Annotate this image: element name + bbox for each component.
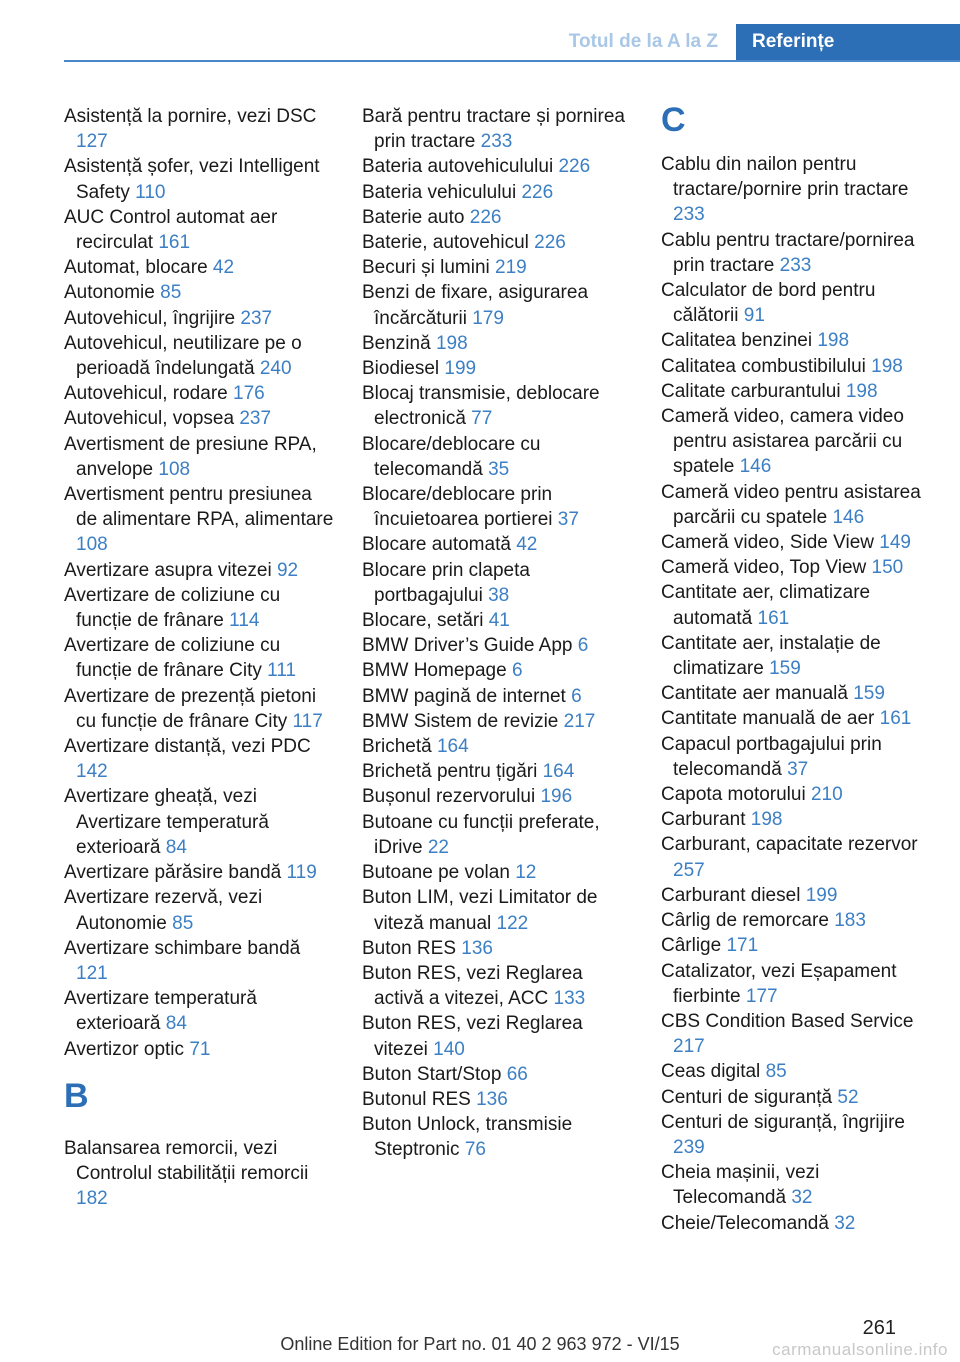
page-reference-link[interactable]: 42: [516, 534, 538, 556]
index-column-1: [64, 104, 336, 1211]
page-reference-link[interactable]: 121: [76, 962, 108, 984]
index-entry-text: Baterie auto: [362, 206, 465, 228]
index-entry-text: Becuri și lumini: [362, 257, 490, 279]
page-reference-link[interactable]: 110: [135, 181, 166, 203]
index-entry: [64, 255, 336, 280]
page-reference-link[interactable]: 233: [673, 204, 705, 226]
page-reference-link[interactable]: 239: [673, 1136, 705, 1158]
page-reference-link[interactable]: 199: [805, 884, 838, 906]
index-entry-text: Avertizare temperatură exterioară: [64, 988, 257, 1035]
index-entry-text: Avertisment de presiune RPA, anvelope: [64, 433, 317, 480]
page-reference-link[interactable]: 159: [769, 658, 801, 680]
index-entry: [64, 558, 336, 583]
index-entry-text: Capota motorului: [661, 784, 806, 806]
index-entry-text: Bateria vehiculului: [362, 181, 517, 203]
index-entry: [362, 331, 634, 356]
index-entry: [661, 1059, 933, 1084]
index-entry-text: Cârlig de remorcare: [661, 910, 829, 932]
page-reference-link[interactable]: 38: [488, 584, 510, 606]
index-entry: [362, 936, 634, 961]
page-reference-link[interactable]: 140: [433, 1038, 465, 1060]
page-reference-link[interactable]: 257: [673, 859, 705, 881]
page-reference-link[interactable]: 41: [488, 610, 510, 632]
index-entry-text: Avertizare distanță, vezi PDC: [64, 736, 311, 758]
page-reference-link[interactable]: 119: [286, 862, 317, 884]
edition-footer: Online Edition for Part no. 01 40 2 963 972 - VI/15: [280, 1334, 680, 1354]
index-entry-text: Cantitate aer, instalație de climatizare: [661, 632, 881, 680]
index-entry-text: Cârlige: [661, 935, 722, 957]
page-reference-link[interactable]: 136: [476, 1088, 508, 1110]
page-reference-link[interactable]: 196: [540, 786, 573, 808]
page-reference-link[interactable]: 117: [292, 710, 323, 732]
index-entry-text: Blocare/deblocare cu telecomandă: [362, 433, 541, 480]
page-reference-link[interactable]: 161: [757, 607, 790, 629]
index-entry: [661, 328, 933, 353]
index-entry: [362, 658, 634, 683]
index-entry-text: Cameră video, Side View: [661, 532, 874, 554]
index-entry: [362, 860, 634, 885]
index-entry: [362, 280, 634, 330]
page-number: 261: [862, 1317, 896, 1339]
index-entry-text: Balansarea remorcii, vezi Controlul stabilității remorcii: [64, 1137, 309, 1184]
index-entry-text: BMW pagină de internet: [362, 685, 566, 707]
page-reference-link[interactable]: 85: [765, 1061, 787, 1083]
index-entry-text: Butoane pe volan: [362, 862, 510, 884]
index-entry: [362, 255, 634, 280]
page-reference-link[interactable]: 171: [726, 935, 759, 957]
page-reference-link[interactable]: 198: [845, 380, 878, 402]
index-entry: [64, 583, 336, 633]
page-reference-link[interactable]: 226: [469, 206, 502, 228]
index-entry-text: Avertizare rezervă, vezi Autonomie: [64, 887, 263, 934]
index-entry: [362, 154, 634, 179]
index-entry: [64, 482, 336, 558]
index-entry: [362, 558, 634, 608]
page-reference-link[interactable]: 77: [471, 408, 493, 430]
index-entry-text: Cheia mașinii, vezi Telecomandă: [661, 1162, 820, 1209]
index-entry-text: BMW Homepage: [362, 660, 507, 682]
index-entry: [661, 959, 933, 1009]
header-divider: [64, 60, 960, 62]
index-entry: [362, 784, 634, 809]
index-entry-text: BMW Sistem de revizie: [362, 710, 559, 732]
index-entry: [661, 1085, 933, 1110]
index-entry: [362, 180, 634, 205]
page-reference-link[interactable]: 161: [158, 232, 191, 254]
index-entry-text: Avertizare asupra vitezei: [64, 559, 272, 581]
page-reference-link[interactable]: 84: [165, 1013, 187, 1035]
index-entry: [661, 404, 933, 480]
index-entry: [661, 732, 933, 782]
page-reference-link[interactable]: 146: [832, 506, 865, 528]
page-reference-link[interactable]: 217: [563, 710, 596, 732]
page-reference-link[interactable]: 183: [834, 910, 866, 932]
page-reference-link[interactable]: 226: [521, 181, 554, 203]
index-entry: [661, 580, 933, 630]
index-entry: [64, 381, 336, 406]
index-entry-text: Brichetă pentru țigări: [362, 761, 538, 783]
page-reference-link[interactable]: 85: [160, 282, 182, 304]
section-letter: B: [64, 1076, 89, 1115]
page-reference-link[interactable]: 35: [488, 458, 510, 480]
index-entry-text: Calculator de bord pentru călătorii: [661, 280, 876, 327]
index-entry: [661, 278, 933, 328]
index-entry: [661, 480, 933, 530]
index-entry: [64, 331, 336, 381]
index-entry: [661, 1009, 933, 1059]
index-entry-text: BMW Driver’s Guide App: [362, 635, 573, 657]
page-reference-link[interactable]: 114: [229, 610, 260, 632]
index-entry-text: Catalizator, vezi Eșapament fierbinte: [661, 960, 897, 1007]
index-entry-text: Autonomie: [64, 282, 155, 304]
index-column-2: [362, 104, 634, 1163]
page-reference-link[interactable]: 37: [787, 758, 809, 780]
index-entry-text: Cameră video, Top View: [661, 557, 867, 579]
index-entry-text: Buton RES, vezi Reglarea vitezei: [362, 1013, 583, 1060]
index-entry: [362, 432, 634, 482]
page-reference-link[interactable]: 84: [165, 836, 187, 858]
index-entry: [362, 961, 634, 1011]
page-reference-link[interactable]: 32: [834, 1212, 856, 1234]
index-entry-text: Buton LIM, vezi Limitator de viteză manual: [362, 887, 598, 934]
page-reference-link[interactable]: 122: [496, 912, 529, 934]
page-reference-link[interactable]: 198: [817, 330, 850, 352]
index-entry: [362, 810, 634, 860]
page-reference-link[interactable]: 226: [534, 232, 566, 254]
index-entry-text: Baterie, autovehicul: [362, 232, 529, 254]
page-reference-link[interactable]: 164: [542, 761, 575, 783]
index-entry-text: Centuri de siguranță, îngrijire: [661, 1111, 905, 1133]
page-reference-link[interactable]: 233: [480, 131, 513, 153]
index-entry-text: Blocare/deblocare prin încuietoarea portierei: [362, 484, 553, 531]
index-entry-text: Buton Unlock, transmisie Steptronic: [362, 1114, 573, 1161]
page-reference-link[interactable]: 108: [158, 458, 191, 480]
page-reference-link[interactable]: 159: [853, 683, 885, 705]
page-reference-link[interactable]: 91: [743, 305, 765, 327]
index-entry: [661, 379, 933, 404]
index-entry-text: Carburant, capacitate rezervor: [661, 834, 918, 856]
index-entry: [362, 1112, 634, 1162]
index-entry-text: Automat, blocare: [64, 257, 208, 279]
index-entry: [661, 706, 933, 731]
index-entry-text: Benzină: [362, 332, 431, 354]
index-entry: [64, 734, 336, 784]
index-entry-text: Carburant diesel: [661, 884, 801, 906]
page-reference-link[interactable]: 127: [76, 131, 108, 153]
index-entry-text: Buton RES: [362, 937, 456, 959]
index-entry-text: Butoane cu funcții preferate, iDrive: [362, 811, 600, 858]
index-entry-text: Autovehicul, rodare: [64, 383, 228, 405]
index-entry: [362, 104, 634, 154]
index-entry-text: Buton Start/Stop: [362, 1063, 502, 1085]
index-entry-text: Avertizare de coliziune cu funcție de frânare: [64, 584, 281, 632]
page-reference-link[interactable]: 226: [558, 156, 591, 178]
index-entry: [64, 406, 336, 431]
page-reference-link[interactable]: 217: [673, 1036, 705, 1058]
index-entry: [362, 482, 634, 532]
index-entry: [362, 759, 634, 784]
index-entry: [661, 631, 933, 681]
page-reference-link[interactable]: 108: [76, 534, 108, 556]
index-entry: [661, 530, 933, 555]
index-entry-text: Brichetă: [362, 736, 432, 758]
index-entry: [661, 908, 933, 933]
index-entry-text: Blocare, setări: [362, 610, 484, 632]
page-reference-link[interactable]: 199: [444, 358, 477, 380]
index-entry: [661, 807, 933, 832]
index-column-3: [661, 101, 933, 1236]
index-entry: [64, 205, 336, 255]
page-reference-link[interactable]: 237: [239, 408, 272, 430]
index-entry: [661, 1110, 933, 1160]
index-entry-text: Avertizor optic: [64, 1038, 185, 1060]
index-entry: [64, 154, 336, 204]
index-entry-text: AUC Control automat aer recirculat: [64, 206, 278, 254]
section-letter: C: [661, 101, 686, 139]
page-reference-link[interactable]: 22: [427, 836, 449, 858]
index-entry: [362, 356, 634, 381]
index-entry: [64, 885, 336, 935]
index-entry-text: Avertisment pentru presiunea de alimentare RPA, alimentare: [64, 484, 334, 531]
index-entry: [661, 883, 933, 908]
page-reference-link[interactable]: 111: [267, 660, 297, 682]
index-entry-text: Cablu din nailon pentru tractare/pornire prin tractare: [661, 154, 909, 201]
page-reference-link[interactable]: 164: [436, 736, 469, 758]
index-entry: [661, 681, 933, 706]
index-entry: [64, 306, 336, 331]
index-entry: [661, 782, 933, 807]
index-entry-text: Cantitate aer manuală: [661, 683, 848, 705]
page-reference-link[interactable]: 198: [750, 809, 783, 831]
index-entry-text: Cameră video, camera video pentru asistarea parcării cu spatele: [661, 406, 904, 478]
page-reference-link[interactable]: 76: [464, 1139, 486, 1161]
index-entry-text: Blocaj transmisie, deblocare electronică: [362, 383, 600, 430]
index-entry: [661, 1211, 933, 1236]
index-entry: [661, 1160, 933, 1210]
index-entry: [661, 555, 933, 580]
index-entry: [362, 205, 634, 230]
page-reference-link[interactable]: 237: [240, 307, 273, 329]
index-entry-text: Avertizare schimbare bandă: [64, 937, 301, 959]
index-entry: [362, 734, 634, 759]
index-entry-text: Avertizare de coliziune cu funcție de frânare City: [64, 635, 281, 682]
index-entry: [362, 885, 634, 935]
index-entry: [661, 354, 933, 379]
page-reference-link[interactable]: 233: [779, 254, 812, 276]
page-reference-link[interactable]: 150: [871, 557, 904, 579]
index-entry-text: Calitatea combustibilului: [661, 355, 866, 377]
index-entry-text: Cheie/Telecomandă: [661, 1212, 829, 1234]
index-entry: [661, 933, 933, 958]
index-entry-text: Cantitate aer, climatizare automată: [661, 582, 871, 629]
index-entry: [661, 832, 933, 882]
index-entry-text: Biodiesel: [362, 358, 440, 380]
index-entry-text: Cameră video pentru asistarea parcării cu spatele: [661, 481, 921, 528]
page-reference-link[interactable]: 6: [511, 660, 523, 682]
index-entry-text: Bară pentru tractare și pornirea prin tractare: [362, 106, 625, 153]
page-reference-link[interactable]: 6: [571, 685, 582, 707]
page-reference-link[interactable]: 182: [76, 1188, 108, 1210]
index-entry-text: Asistență la pornire, vezi DSC: [64, 106, 317, 127]
index-entry: [64, 1037, 336, 1062]
page-reference-link[interactable]: 161: [879, 708, 912, 730]
tab-references[interactable]: Referințe: [736, 24, 960, 62]
index-entry-text: Bateria autovehiculului: [362, 156, 554, 178]
index-entry-text: Autovehicul, neutilizare pe o perioadă îndelungată: [64, 332, 302, 380]
page-header: [0, 0, 960, 62]
page-reference-link[interactable]: 146: [739, 456, 772, 478]
index-entry: [362, 1087, 634, 1112]
index-entry: [64, 684, 336, 734]
index-entry-text: Blocare prin clapeta portbagajului: [362, 559, 530, 606]
index-entry: [362, 608, 634, 633]
index-entry-text: Cantitate manuală de aer: [661, 708, 875, 730]
index-entry-text: Asistență șofer, vezi Intelligent Safety: [64, 156, 320, 203]
index-entry: [64, 784, 336, 860]
index-entry-text: Carburant: [661, 809, 746, 831]
page-reference-link[interactable]: 240: [259, 358, 292, 380]
index-entry-text: Blocare automată: [362, 534, 511, 556]
index-entry: [64, 1136, 336, 1212]
index-entry: [362, 532, 634, 557]
page-reference-link[interactable]: 219: [495, 257, 527, 279]
index-entry-text: Bușonul rezervorului: [362, 786, 536, 808]
index-entry-text: Centuri de siguranță: [661, 1086, 833, 1108]
index-entry-text: Butonul RES: [362, 1088, 471, 1110]
index-entry: [661, 228, 933, 278]
index-entry: [64, 860, 336, 885]
index-entry: [362, 1011, 634, 1061]
page-reference-link[interactable]: 6: [577, 635, 589, 657]
index-entry-text: Cablu pentru tractare/pornirea prin tractare: [661, 229, 915, 276]
page-reference-link[interactable]: 149: [879, 532, 911, 554]
index-entry: [362, 1062, 634, 1087]
index-entry-text: Avertizare părăsire bandă: [64, 862, 282, 884]
index-entry: [362, 381, 634, 431]
section-title[interactable]: Totul de la A la Z: [568, 31, 718, 52]
page-reference-link[interactable]: 176: [233, 383, 265, 405]
index-entry: [661, 152, 933, 228]
page-reference-link[interactable]: 71: [189, 1038, 211, 1060]
index-entry-text: Capacul portbagajului prin telecomandă: [661, 733, 882, 780]
index-entry-text: Benzi de fixare, asigurarea încărcăturii: [362, 282, 589, 329]
index-entry: [362, 709, 634, 734]
page-reference-link[interactable]: 37: [557, 509, 579, 531]
index-entry: [64, 104, 336, 154]
page-reference-link[interactable]: 85: [172, 912, 194, 934]
index-entry-text: Avertizare gheață, vezi Avertizare temperatură exterioară: [64, 786, 269, 858]
page-reference-link[interactable]: 66: [506, 1063, 528, 1085]
index-entry-text: Calitatea benzinei: [661, 330, 813, 352]
index-entry-text: CBS Condition Based Service: [661, 1010, 914, 1032]
index-entry: [64, 432, 336, 482]
page-reference-link[interactable]: 210: [810, 784, 843, 806]
index-entry-text: Avertizare de prezență pietoni cu funcție de frânare City: [64, 685, 317, 732]
index-entry-text: Buton RES, vezi Reglarea activă a vitezei, ACC: [362, 962, 583, 1010]
index-entry: [64, 633, 336, 683]
index-entry: [64, 986, 336, 1036]
index-entry: [64, 280, 336, 305]
watermark-text: carmanualsonline.info: [772, 1340, 948, 1359]
page-reference-link[interactable]: 179: [472, 307, 504, 329]
page-reference-link[interactable]: 133: [553, 988, 586, 1010]
index-entry: [64, 936, 336, 986]
index-entry-text: Autovehicul, vopsea: [64, 408, 235, 430]
page-reference-link[interactable]: 42: [212, 257, 235, 279]
index-entry: [362, 684, 634, 709]
page-reference-link[interactable]: 142: [76, 761, 108, 783]
index-entry-text: Autovehicul, îngrijire: [64, 307, 236, 329]
index-entry: [362, 633, 634, 658]
page-reference-link[interactable]: 136: [461, 937, 493, 959]
page-reference-link[interactable]: 12: [515, 862, 537, 884]
page-reference-link[interactable]: 52: [837, 1086, 859, 1108]
page-reference-link[interactable]: 32: [791, 1187, 813, 1209]
page-reference-link[interactable]: 198: [871, 355, 903, 377]
index-entry-text: Calitate carburantului: [661, 380, 841, 402]
index-entry: [362, 230, 634, 255]
page-reference-link[interactable]: 177: [745, 985, 778, 1007]
page-reference-link[interactable]: 198: [435, 332, 468, 354]
page-reference-link[interactable]: 92: [276, 559, 299, 581]
index-entry-text: Ceas digital: [661, 1061, 761, 1083]
